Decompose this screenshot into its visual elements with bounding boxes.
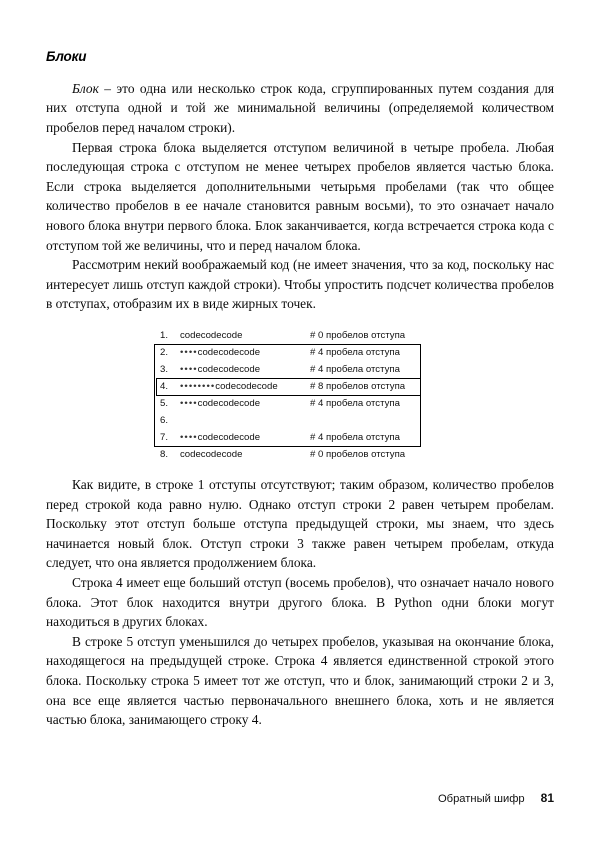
code-line [156, 395, 441, 412]
code-line-source [180, 344, 260, 361]
code-text: codecodecode [197, 397, 261, 409]
page-title: Блоки [46, 49, 87, 64]
code-line-comment: # 0 пробелов отступа [310, 329, 406, 341]
code-line-number: 5. [160, 397, 169, 409]
paragraph-line4: Строка 4 имеет еще больший отступ (восемь пробелов), что означает начало нового блока. Этот блок находится внутри другого блока. В Python одни блоки могут находиться в других блоках. [46, 574, 554, 630]
code-line-source [180, 361, 260, 378]
code-text: codecodecode [180, 448, 243, 460]
code-line [156, 327, 441, 344]
code-text: codecodecode [197, 346, 261, 358]
indent-dots: •••• [180, 397, 198, 409]
code-text: codecodecode [180, 329, 243, 341]
footer-page-number: 81 [540, 791, 554, 805]
paragraph-definition-text: – это одна или несколько строк кода, сгруппированных путем создания для них отступа одной и той же минимальной величины (определяемой количеством пробелов перед началом строки). [46, 80, 554, 136]
code-line-source [180, 395, 260, 412]
code-line-comment: # 4 пробела отступа [310, 397, 400, 409]
indent-dots: •••• [180, 346, 198, 358]
code-line-comment: # 4 пробела отступа [310, 363, 400, 375]
code-line-number: 2. [160, 346, 169, 358]
paragraph-definition [46, 79, 554, 138]
code-line [156, 344, 441, 361]
code-line-number: 6. [160, 414, 169, 426]
code-line-number: 1. [160, 329, 169, 341]
code-text: codecodecode [215, 380, 278, 392]
code-line [156, 361, 441, 378]
footer-chapter-title: Обратный шифр [437, 793, 525, 805]
code-line-source [180, 429, 260, 446]
code-line-comment: # 0 пробелов отступа [310, 448, 406, 460]
code-line-source [180, 378, 278, 395]
code-line-source [180, 446, 242, 463]
code-line-comment: # 4 пробела отступа [310, 431, 400, 443]
code-line-source [180, 327, 242, 344]
paragraph-line5: В строке 5 отступ уменьшился до четырех пробелов, указывая на окончание блока, находящегося на предыдущей строке. Строка 4 является единственной строкой этого блока. Поскольку строка 5 имеет тот же отступ, что и блок, занимающий строки 2 и 3, она все еще является частью первоначального внешнего блока, хоть и не является частью блока, занимающего строку 4. [46, 633, 554, 728]
code-line-number: 7. [160, 431, 169, 443]
term-blok: Блок [72, 80, 99, 96]
code-line-comment: # 4 пробела отступа [310, 346, 400, 358]
code-line [156, 446, 441, 463]
indent-dots: •••• [180, 363, 198, 375]
code-line [156, 412, 441, 429]
indent-dots: •••• [180, 431, 198, 443]
code-indentation-figure [46, 327, 554, 463]
code-line-number: 3. [160, 363, 169, 375]
paragraph-first-line-rule: Первая строка блока выделяется отступом величиной в четыре пробела. Любая последующая строка с отступом не менее четырех пробелов является частью блока. Если строка выделяется дополнительными четырьмя пробелами (так что общее количество пробелов в ее начале становится равным восьми), то это означает начало нового блока внутри первого блока. Блок заканчивается, когда встречается строка кода с отступом той же величины, что и перед началом блока. [46, 139, 554, 253]
code-line [156, 378, 441, 395]
page-footer [0, 791, 600, 811]
paragraph-as-you-see: Как видите, в строке 1 отступы отсутствуют; таким образом, количество пробелов перед строкой кода равно нулю. Однако отступ строки 2 равен четырем пробелам. Поскольку этот отступ больше отступа предыдущей строки, мы знаем, что здесь начинается новый блок. Отступ строки 3 также равен четырем пробелам, откуда следует, что она является продолжением блока. [46, 476, 554, 571]
footer-inner [438, 791, 554, 805]
page-content [46, 50, 554, 730]
code-line-number: 4. [160, 380, 169, 392]
code-text: codecodecode [197, 431, 261, 443]
code-line-number: 8. [160, 448, 169, 460]
code-listing [156, 327, 441, 463]
code-line [156, 429, 441, 446]
code-line-comment: # 8 пробелов отступа [310, 380, 406, 392]
code-text: codecodecode [197, 363, 261, 375]
indent-dots: •••••••• [180, 380, 216, 392]
paragraph-imaginary-code: Рассмотрим некий воображаемый код (не имеет значения, что за код, поскольку нас интересует лишь отступ каждой строки). Чтобы упростить подсчет количества пробелов в отступах, отобразим их в виде жирных точек. [46, 257, 554, 312]
